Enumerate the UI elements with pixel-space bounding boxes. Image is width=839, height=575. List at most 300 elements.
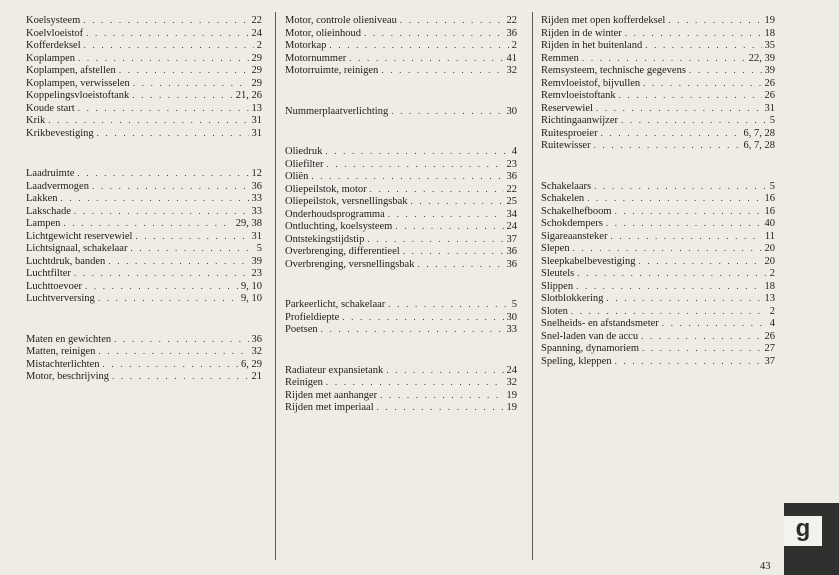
index-column-3: [541, 14, 775, 367]
index-term: Rijden met aanhanger: [285, 389, 378, 401]
index-term: Onderhoudsprogramma: [285, 208, 385, 220]
index-entry: [541, 77, 775, 90]
dot-leader: [74, 267, 249, 280]
dot-leader: [61, 192, 249, 205]
dot-leader: [78, 52, 249, 65]
index-entry: [26, 370, 262, 383]
group-spacer: [285, 117, 517, 145]
index-entry: [26, 114, 262, 127]
dot-leader: [594, 139, 741, 152]
index-group: [285, 105, 517, 118]
index-term: Reinigen: [285, 377, 323, 388]
index-page-ref: 26: [764, 90, 775, 101]
index-entry: [26, 52, 262, 65]
index-term: Reservewiel: [541, 102, 593, 114]
index-term: Sigareaansteker: [541, 230, 608, 242]
dot-leader: [102, 358, 238, 371]
dot-leader: [367, 233, 503, 246]
dot-leader: [381, 64, 503, 77]
index-term: Poetsen: [285, 324, 318, 335]
index-term: Richtingaanwijzer: [541, 115, 618, 126]
index-term: Parkeerlicht, schakelaar: [285, 299, 386, 310]
index-term: Speling, kleppen: [541, 355, 612, 367]
index-term: Lichtgewicht reservewiel: [26, 230, 133, 242]
dot-leader: [97, 127, 249, 140]
index-page-ref: 35: [764, 40, 775, 51]
index-group: [285, 145, 517, 270]
index-page-ref: 24: [506, 221, 517, 232]
dot-leader: [364, 27, 504, 40]
dot-leader: [571, 305, 767, 318]
dot-leader: [615, 355, 762, 368]
index-page-ref: 2: [256, 40, 262, 51]
page-number: 43: [760, 561, 771, 572]
dot-leader: [610, 230, 761, 243]
dot-leader: [388, 208, 504, 221]
dot-leader: [606, 217, 762, 230]
index-page-ref: 41: [506, 52, 517, 64]
index-page-ref: 23: [506, 158, 517, 170]
index-term: Luchttoevoer: [26, 280, 82, 292]
index-entry: [285, 298, 517, 311]
dot-leader: [643, 77, 761, 90]
index-term: Motorkap: [285, 40, 327, 51]
index-group: [541, 14, 775, 152]
index-term: Matten, reinigen: [26, 346, 96, 357]
index-term: Radiateur expansietank: [285, 364, 384, 376]
index-entry: [285, 105, 517, 118]
index-entry: [26, 255, 262, 268]
index-page-ref: 36: [506, 171, 517, 182]
index-column-2: [285, 14, 517, 414]
index-term: Ontstekingstijdstip: [285, 233, 365, 245]
index-entry: [26, 242, 262, 255]
index-term: Sleutels: [541, 268, 575, 279]
index-entry: [541, 255, 775, 268]
index-page-ref: 29: [251, 65, 262, 76]
index-term: Koppelingsvloeistoftank: [26, 90, 130, 101]
dot-leader: [689, 64, 762, 77]
index-entry: [541, 242, 775, 255]
group-spacer: [541, 152, 775, 180]
index-entry: [26, 64, 262, 77]
index-term: Sloten: [541, 305, 568, 317]
index-page-ref: 36: [251, 333, 262, 345]
index-page-ref: 31: [251, 115, 262, 126]
index-entry: [541, 317, 775, 330]
index-term: Maten en gewichten: [26, 333, 112, 345]
index-page-ref: 27: [764, 343, 775, 354]
index-entry: [285, 376, 517, 389]
index-entry: [285, 245, 517, 258]
index-page-ref: 2: [511, 40, 517, 51]
index-term: Mistachterlichten: [26, 358, 100, 370]
index-page-ref: 39: [764, 65, 775, 76]
dot-leader: [662, 317, 767, 330]
dot-leader: [86, 27, 248, 40]
index-page-ref: 5: [256, 243, 262, 254]
index-page-ref: 32: [506, 377, 517, 388]
dot-leader: [576, 280, 761, 293]
index-term: Oliedruk: [285, 146, 323, 157]
dot-leader: [48, 114, 248, 127]
dot-leader: [132, 89, 233, 102]
index-term: Koelsysteem: [26, 15, 81, 26]
index-group: [285, 14, 517, 77]
index-page-ref: 19: [506, 389, 517, 401]
index-group: [26, 14, 262, 139]
index-entry: [26, 358, 262, 371]
index-term: Schakelen: [541, 193, 585, 204]
index-term: Rijden in het buitenland: [541, 40, 643, 51]
index-entry: [285, 64, 517, 77]
dot-leader: [84, 39, 254, 52]
index-page-ref: 5: [769, 180, 775, 192]
index-page-ref: 31: [251, 230, 262, 242]
index-group: [541, 180, 775, 368]
index-page-ref: 25: [506, 196, 517, 207]
index-page-ref: 5: [511, 299, 517, 310]
index-entry: [541, 52, 775, 65]
index-page-ref: 22: [506, 183, 517, 195]
dot-leader: [326, 376, 504, 389]
dot-leader: [349, 52, 503, 65]
index-group: [285, 364, 517, 414]
dot-leader: [380, 389, 503, 402]
index-entry: [285, 233, 517, 246]
index-term: Ontluchting, koelsysteem: [285, 221, 393, 232]
index-term: Krikbevestiging: [26, 127, 94, 139]
index-page-ref: 26: [764, 77, 775, 89]
index-entry: [285, 195, 517, 208]
index-page-ref: 16: [764, 205, 775, 217]
index-page-ref: 36: [506, 27, 517, 39]
dot-leader: [329, 39, 508, 52]
index-entry: [26, 230, 262, 243]
dot-leader: [74, 205, 249, 218]
index-entry: [26, 292, 262, 305]
index-entry: [285, 401, 517, 414]
index-page-ref: 6, 7, 28: [743, 140, 775, 151]
index-page-ref: 36: [506, 246, 517, 257]
index-entry: [541, 89, 775, 102]
index-term: Remsysteem, technische gegevens: [541, 65, 686, 76]
index-term: Slepen: [541, 243, 570, 254]
index-page-ref: 29, 38: [235, 218, 262, 229]
index-page-ref: 36: [251, 180, 262, 192]
index-term: Schakelhefboom: [541, 205, 612, 217]
index-page-ref: 37: [506, 233, 517, 245]
index-entry: [285, 158, 517, 171]
group-spacer: [285, 270, 517, 298]
index-term: Motor, olieinhoud: [285, 27, 361, 39]
index-entry: [541, 14, 775, 27]
index-page-ref: 4: [769, 318, 775, 329]
index-term: Koelvloeistof: [26, 27, 84, 39]
dot-leader: [594, 180, 767, 193]
dot-leader: [615, 205, 762, 218]
index-entry: [541, 267, 775, 280]
dot-leader: [321, 323, 504, 336]
index-page-ref: 6, 7, 28: [743, 127, 775, 139]
dot-leader: [645, 39, 761, 52]
index-page-ref: 13: [764, 293, 775, 304]
index-entry: [285, 39, 517, 52]
index-page-ref: 34: [506, 208, 517, 220]
dot-leader: [621, 114, 767, 127]
index-page-ref: 6, 29: [241, 358, 262, 370]
index-page-ref: 19: [764, 15, 775, 26]
dot-leader: [108, 255, 248, 268]
dot-leader: [130, 242, 253, 255]
dot-leader: [133, 77, 249, 90]
index-page-ref: 18: [764, 27, 775, 39]
index-term: Motorruimte, reinigen: [285, 65, 379, 76]
dot-leader: [119, 64, 249, 77]
index-term: Oliepeilstok, versnellingsbak: [285, 196, 408, 207]
index-entry: [26, 127, 262, 140]
dot-leader: [606, 292, 761, 305]
index-entry: [285, 364, 517, 377]
index-entry: [26, 217, 262, 230]
index-term: Slippen: [541, 280, 574, 292]
dot-leader: [92, 180, 249, 193]
index-entry: [26, 39, 262, 52]
index-entry: [541, 27, 775, 40]
index-page-ref: 9, 10: [241, 293, 262, 304]
index-entry: [26, 167, 262, 180]
index-page-ref: 33: [251, 193, 262, 204]
index-term: Oliepeilstok, motor: [285, 183, 367, 195]
group-spacer: [26, 139, 262, 167]
section-tab-letter: g: [784, 516, 822, 546]
index-group: [26, 167, 262, 305]
index-entry: [541, 114, 775, 127]
index-entry: [285, 145, 517, 158]
index-term: Luchtverversing: [26, 293, 95, 304]
index-entry: [541, 139, 775, 152]
index-group: [26, 333, 262, 383]
index-page-ref: 23: [251, 268, 262, 279]
index-term: Schokdempers: [541, 218, 603, 229]
index-entry: [285, 220, 517, 233]
index-entry: [26, 280, 262, 293]
dot-leader: [77, 167, 248, 180]
index-page-ref: 24: [251, 27, 262, 39]
index-term: Schakelaars: [541, 180, 592, 192]
dot-leader: [78, 102, 249, 115]
dot-leader: [377, 401, 504, 414]
index-entry: [26, 180, 262, 193]
dot-leader: [582, 52, 746, 65]
index-entry: [541, 205, 775, 218]
index-entry: [541, 102, 775, 115]
index-entry: [285, 208, 517, 221]
index-page-ref: 22: [251, 15, 262, 26]
index-term: Lampen: [26, 218, 61, 229]
index-page-ref: 21, 26: [235, 90, 262, 101]
dot-leader: [573, 242, 762, 255]
index-term: Koplampen: [26, 52, 75, 64]
dot-leader: [577, 267, 767, 280]
index-page-ref: 31: [251, 127, 262, 139]
dot-leader: [417, 258, 503, 271]
index-term: Koude start: [26, 102, 75, 114]
index-term: Remvloeistoftank: [541, 90, 616, 101]
dot-leader: [98, 345, 248, 358]
index-entry: [541, 305, 775, 318]
dot-leader: [370, 183, 504, 196]
index-page-ref: 37: [764, 355, 775, 367]
index-entry: [285, 170, 517, 183]
index-page-ref: 31: [764, 102, 775, 114]
index-entry: [26, 333, 262, 346]
index-entry: [26, 102, 262, 115]
index-page-ref: 4: [511, 146, 517, 157]
dot-leader: [596, 102, 762, 115]
index-term: Remmen: [541, 52, 579, 64]
section-tab: [784, 503, 839, 575]
index-entry: [26, 205, 262, 218]
dot-leader: [135, 230, 248, 243]
index-entry: [541, 230, 775, 243]
index-term: Laadvermogen: [26, 180, 89, 192]
column-divider: [532, 12, 533, 560]
index-page-ref: 21: [251, 371, 262, 382]
index-page-ref: 40: [764, 218, 775, 229]
dot-leader: [112, 370, 249, 383]
dot-leader: [625, 27, 762, 40]
index-term: Snel-laden van de accu: [541, 330, 639, 342]
index-term: Rijden met open kofferdeksel: [541, 15, 666, 26]
index-entry: [541, 292, 775, 305]
index-term: Sleepkabelbevestiging: [541, 255, 636, 267]
index-group: [285, 298, 517, 336]
dot-leader: [63, 217, 232, 230]
index-page-ref: 30: [506, 311, 517, 323]
index-page-ref: 22: [506, 15, 517, 26]
index-entry: [26, 267, 262, 280]
index-page-ref: 5: [769, 115, 775, 126]
dot-leader: [342, 311, 503, 324]
index-term: Ruitesproeier: [541, 127, 598, 139]
column-divider: [275, 12, 276, 560]
index-term: Lakken: [26, 193, 58, 204]
dot-leader: [587, 192, 761, 205]
dot-leader: [641, 330, 761, 343]
index-page-ref: 9, 10: [241, 280, 262, 292]
index-term: Motor, controle olieniveau: [285, 15, 397, 26]
index-entry: [541, 180, 775, 193]
index-page-ref: 32: [251, 346, 262, 357]
index-entry: [541, 342, 775, 355]
index-term: Kofferdeksel: [26, 40, 81, 51]
index-term: Motor, beschrijving: [26, 371, 109, 382]
index-entry: [541, 217, 775, 230]
index-term: Oliefilter: [285, 158, 324, 170]
index-term: Remvloeistof, bijvullen: [541, 77, 641, 89]
index-term: Oliën: [285, 171, 309, 182]
dot-leader: [642, 342, 762, 355]
group-spacer: [285, 336, 517, 364]
index-page-ref: 19: [506, 402, 517, 413]
dot-leader: [85, 280, 238, 293]
index-page-ref: 29: [251, 77, 262, 89]
dot-leader: [98, 292, 238, 305]
index-page-ref: 33: [251, 205, 262, 217]
index-entry: [26, 345, 262, 358]
index-term: Krik: [26, 115, 46, 126]
index-page-ref: 13: [251, 102, 262, 114]
index-entry: [26, 192, 262, 205]
dot-leader: [668, 14, 761, 27]
index-entry: [285, 52, 517, 65]
index-term: Luchtfilter: [26, 268, 71, 279]
index-page-ref: 39: [251, 255, 262, 267]
index-term: Spanning, dynamoriem: [541, 343, 639, 354]
index-term: Lakschade: [26, 205, 71, 217]
dot-leader: [410, 195, 503, 208]
index-page-ref: 33: [506, 324, 517, 335]
dot-leader: [638, 255, 761, 268]
dot-leader: [326, 158, 503, 171]
dot-leader: [388, 298, 508, 311]
index-term: Overbrenging, differentieel: [285, 246, 400, 257]
index-entry: [26, 14, 262, 27]
index-entry: [285, 323, 517, 336]
dot-leader: [114, 333, 248, 346]
dot-leader: [601, 127, 741, 140]
index-entry: [26, 27, 262, 40]
index-entry: [285, 389, 517, 402]
index-entry: [285, 14, 517, 27]
index-entry: [26, 77, 262, 90]
index-page-ref: 36: [506, 258, 517, 270]
index-entry: [541, 355, 775, 368]
index-page-ref: 26: [764, 330, 775, 342]
index-entry: [285, 258, 517, 271]
index-page-ref: 22, 39: [748, 52, 775, 64]
dot-leader: [83, 14, 248, 27]
index-entry: [541, 64, 775, 77]
index-page-ref: 20: [764, 243, 775, 254]
index-page-ref: 30: [506, 105, 517, 117]
index-term: Luchtdruk, banden: [26, 255, 106, 267]
index-page-ref: 20: [764, 255, 775, 267]
index-entry: [541, 280, 775, 293]
index-column-1: [26, 14, 262, 383]
group-spacer: [285, 77, 517, 105]
index-page-ref: 2: [769, 305, 775, 317]
index-term: Slotblokkering: [541, 293, 604, 304]
index-term: Lichtsignaal, schakelaar: [26, 243, 128, 254]
index-page-ref: 11: [764, 230, 775, 242]
index-entry: [541, 192, 775, 205]
index-page-ref: 2: [769, 268, 775, 279]
dot-leader: [311, 170, 503, 183]
dot-leader: [395, 220, 503, 233]
dot-leader: [386, 364, 503, 377]
index-term: Koplampen, afstellen: [26, 65, 116, 76]
index-entry: [541, 39, 775, 52]
index-page-ref: 16: [764, 193, 775, 204]
index-entry: [541, 330, 775, 343]
index-entry: [26, 89, 262, 102]
group-spacer: [26, 305, 262, 333]
index-term: Snelheids- en afstandsmeter: [541, 318, 659, 329]
index-page-ref: 18: [764, 280, 775, 292]
index-term: Profieldiepte: [285, 311, 340, 323]
